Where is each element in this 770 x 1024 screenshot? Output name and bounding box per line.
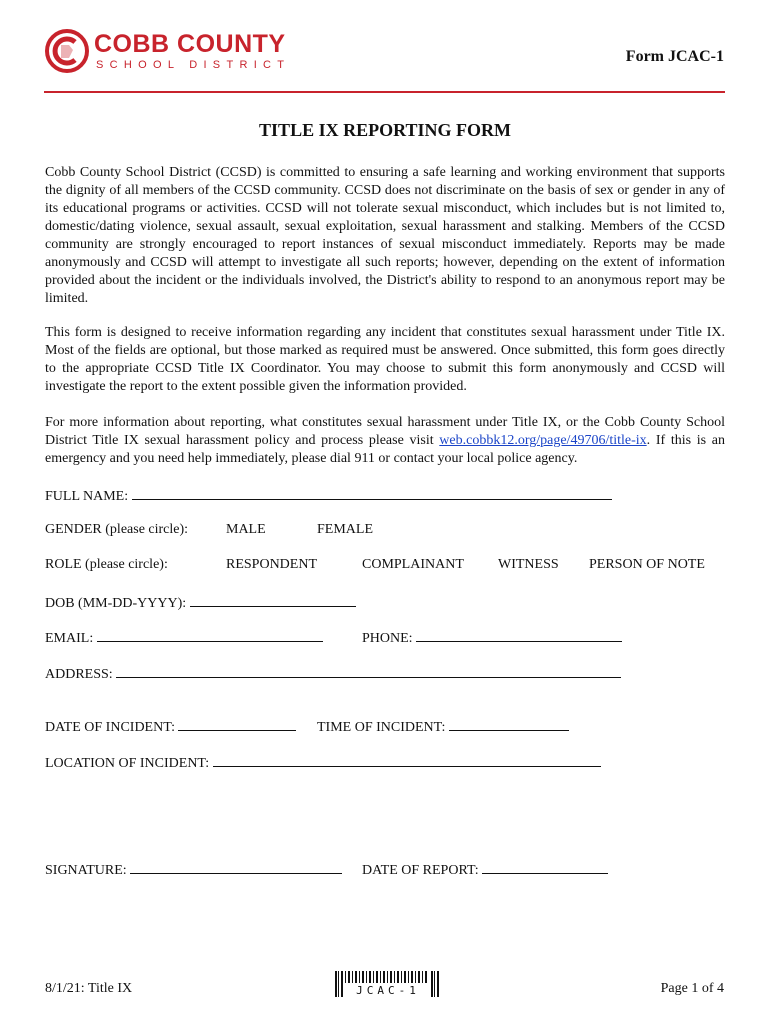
district-emblem-icon — [44, 28, 90, 74]
location-of-incident-blank[interactable] — [213, 753, 601, 767]
title-ix-link[interactable]: web.cobbk12.org/page/49706/title-ix — [439, 433, 647, 448]
phone-field[interactable] — [362, 628, 622, 648]
logo-title: COBB COUNTY — [94, 30, 286, 58]
gender-option-female[interactable]: FEMALE — [317, 522, 373, 537]
email-blank[interactable] — [97, 628, 323, 642]
time-of-incident-field[interactable] — [317, 717, 569, 737]
time-of-incident-label: TIME OF INCIDENT: — [317, 720, 446, 735]
role-option-person-of-note[interactable]: PERSON OF NOTE — [589, 557, 705, 572]
barcode-text: JCAC-1 — [349, 984, 427, 998]
role-option-complainant[interactable]: COMPLAINANT — [362, 557, 464, 572]
page-number: Page 1 of 4 — [660, 981, 724, 996]
address-blank[interactable] — [116, 664, 621, 678]
logo-subtitle: SCHOOL DISTRICT — [96, 59, 291, 71]
role-option-respondent[interactable]: RESPONDENT — [226, 557, 318, 572]
date-of-report-blank[interactable] — [482, 860, 608, 874]
page-title: TITLE IX REPORTING FORM — [259, 120, 511, 140]
phone-blank[interactable] — [416, 628, 622, 642]
location-of-incident-field[interactable] — [45, 753, 601, 773]
dob-label: DOB (MM-DD-YYYY): — [45, 596, 187, 611]
gender-option-male[interactable]: MALE — [226, 522, 266, 537]
form-code: Form JCAC-1 — [625, 48, 724, 65]
role-label: ROLE (please circle): — [45, 557, 168, 572]
signature-label: SIGNATURE: — [45, 863, 127, 878]
date-of-report-field[interactable] — [362, 860, 608, 880]
phone-label: PHONE: — [362, 631, 413, 646]
signature-blank[interactable] — [130, 860, 342, 874]
full-name-blank[interactable] — [132, 486, 612, 500]
role-option-witness[interactable]: WITNESS — [498, 557, 559, 572]
purpose-paragraph: This form is designed to receive information regarding any incident that constitutes sexual harassment under Title IX. Most of the fields are optional, but those marked as required must be answered. Once submitted, this form goes directly to the appropriate CCSD Title IX Coordinator. You may choose to submit this form anonymously and CCSD will investigate the report to the extent possible given the information provided. — [45, 325, 725, 394]
dob-field[interactable] — [45, 593, 356, 613]
email-field[interactable] — [45, 628, 323, 648]
address-label: ADDRESS: — [45, 667, 113, 682]
location-of-incident-label: LOCATION OF INCIDENT: — [45, 756, 210, 771]
gender-label: GENDER (please circle): — [45, 522, 189, 537]
header-divider — [44, 91, 725, 93]
info-text-before: For more information about reporting, what constitutes sexual harassment under Title IX, or the Cobb County School District Title IX sexual harassment policy and process please visit — [45, 415, 725, 448]
intro-paragraph: Cobb County School District (CCSD) is committed to ensuring a safe learning and working environment that supports the dignity of all members of the CCSD community. CCSD does not discriminate on the basis of sex or gender in any of its educational programs or activities. CCSD will not tolerate sexual misconduct, which includes but is not limited to, domestic/dating violence, sexual assault, sexual exploitation, sexual harassment and stalking. Members of the CCSD community are strongly encouraged to report instances of sexual misconduct immediately. Reports may be made anonymously and CCSD will attempt to investigate all such reports; however, depending on the extent of information provided about the incident or the individuals involved, the District's ability to respond to an anonymous report may be limited. — [45, 165, 725, 306]
full-name-field[interactable] — [45, 486, 612, 506]
footer-revision: 8/1/21: Title IX — [45, 981, 133, 996]
date-of-incident-label: DATE OF INCIDENT: — [45, 720, 175, 735]
email-label: EMAIL: — [45, 631, 94, 646]
full-name-label: FULL NAME: — [45, 489, 129, 504]
signature-field[interactable] — [45, 860, 342, 880]
district-logo — [44, 26, 294, 76]
time-of-incident-blank[interactable] — [449, 717, 569, 731]
date-of-incident-field[interactable] — [45, 717, 296, 737]
info-paragraph — [45, 414, 725, 468]
info-text-after: . If this is an emergency and you need help immediately, please dial 911 or contact your local police agency. — [45, 433, 725, 466]
date-of-incident-blank[interactable] — [178, 717, 296, 731]
dob-blank[interactable] — [190, 593, 356, 607]
date-of-report-label: DATE OF REPORT: — [362, 863, 479, 878]
address-field[interactable] — [45, 664, 621, 684]
